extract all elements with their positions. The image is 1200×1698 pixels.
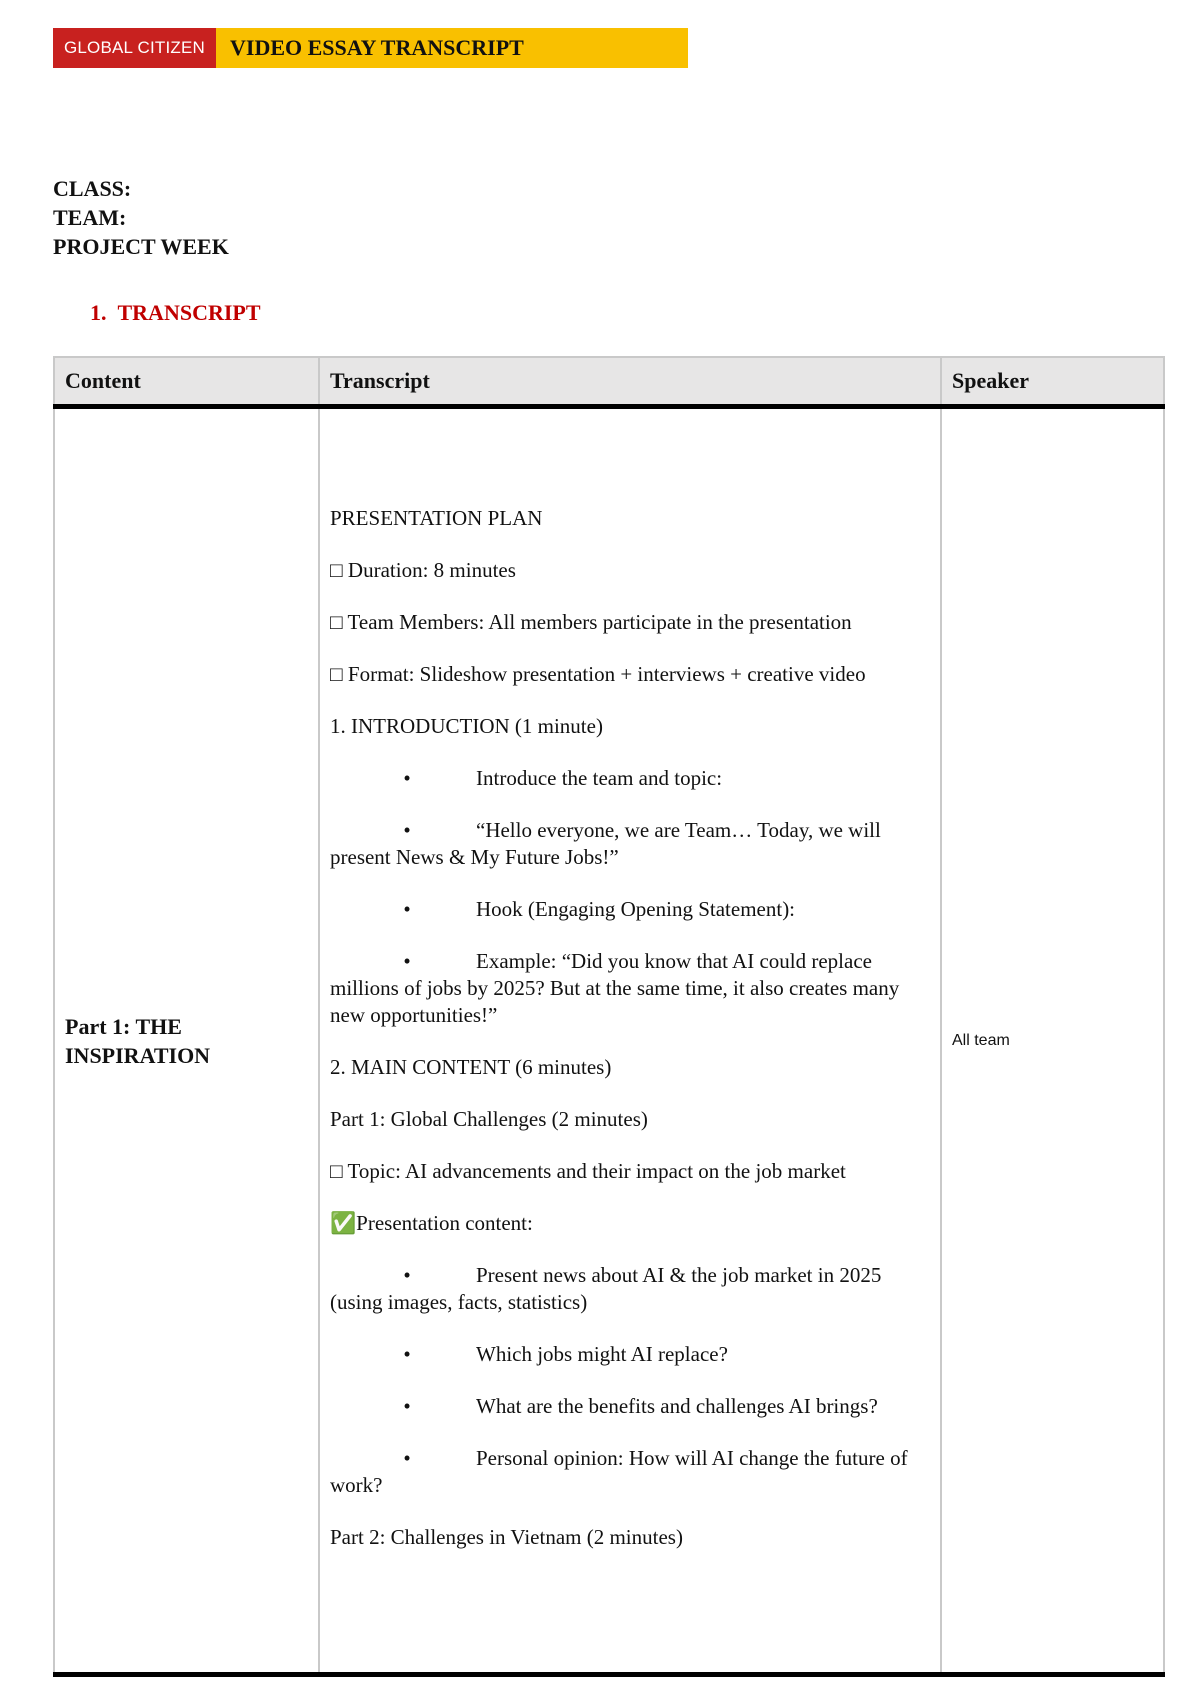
transcript-line-text: 2. MAIN CONTENT (6 minutes): [330, 1055, 612, 1079]
document-meta: [53, 174, 229, 261]
transcript-line: [330, 896, 930, 923]
transcript-line-text: What are the benefits and challenges AI brings?: [476, 1394, 878, 1418]
bullet-icon: •: [403, 1263, 411, 1287]
transcript-line-text: Part 2: Challenges in Vietnam (2 minutes): [330, 1525, 683, 1549]
speaker-cell: [941, 407, 1164, 1675]
part-label: Part 1: THE INSPIRATION: [65, 1013, 211, 1068]
transcript-line: [330, 948, 930, 1029]
transcript-line: [330, 1106, 930, 1133]
transcript-line-text: □ Format: Slideshow presentation + interviews + creative video: [330, 662, 866, 686]
transcript-line: [330, 713, 930, 740]
transcript-line-text: Which jobs might AI replace?: [476, 1342, 728, 1366]
team-label: TEAM:: [53, 205, 127, 230]
class-label: CLASS:: [53, 176, 132, 201]
transcript-line: [330, 1445, 930, 1499]
section-title: TRANSCRIPT: [117, 300, 261, 325]
transcript-line-text: Hook (Engaging Opening Statement):: [476, 897, 796, 921]
section-heading: [90, 300, 261, 326]
transcript-line-text: Personal opinion: How will AI change the future of work?: [330, 1446, 908, 1497]
table-header-row: [54, 357, 1164, 407]
content-cell: [54, 407, 319, 1675]
document-title: VIDEO ESSAY TRANSCRIPT: [216, 28, 688, 68]
transcript-lines: [330, 505, 930, 1551]
transcript-line: [330, 505, 930, 532]
transcript-line: [330, 557, 930, 584]
transcript-line: [330, 1393, 930, 1420]
header-speaker: Speaker: [941, 357, 1164, 407]
bullet-icon: •: [403, 1446, 411, 1470]
transcript-line-text: “Hello everyone, we are Team… Today, we will present News & My Future Jobs!”: [330, 818, 881, 869]
transcript-line-text: □ Duration: 8 minutes: [330, 558, 516, 582]
transcript-cell: [319, 407, 941, 1675]
header-content: Content: [54, 357, 319, 407]
transcript-table: [53, 356, 1165, 1677]
transcript-line: [330, 1210, 930, 1237]
transcript-line: [330, 1524, 930, 1551]
bullet-icon: •: [403, 1394, 411, 1418]
transcript-line-text: ✅Presentation content:: [330, 1211, 533, 1235]
transcript-line: [330, 1341, 930, 1368]
transcript-line: [330, 1158, 930, 1185]
bullet-icon: •: [403, 818, 411, 842]
bullet-icon: •: [403, 897, 411, 921]
project-week-label: PROJECT WEEK: [53, 234, 229, 259]
brand-logo: GLOBAL CITIZEN: [53, 28, 216, 68]
bullet-icon: •: [403, 949, 411, 973]
bullet-icon: •: [403, 766, 411, 790]
transcript-line: [330, 609, 930, 636]
transcript-line: [330, 1054, 930, 1081]
transcript-line-text: 1. INTRODUCTION (1 minute): [330, 714, 603, 738]
transcript-line-text: □ Topic: AI advancements and their impact on the job market: [330, 1159, 846, 1183]
bullet-icon: •: [403, 1342, 411, 1366]
table-row: [54, 407, 1164, 1675]
transcript-line: [330, 661, 930, 688]
transcript-line-text: □ Team Members: All members participate in the presentation: [330, 610, 852, 634]
transcript-line-text: Present news about AI & the job market in 2025 (using images, facts, statistics): [330, 1263, 882, 1314]
transcript-line-text: PRESENTATION PLAN: [330, 506, 543, 530]
header-transcript: Transcript: [319, 357, 941, 407]
transcript-line: [330, 1262, 930, 1316]
header-banner: [53, 28, 688, 68]
transcript-line: [330, 817, 930, 871]
transcript-line-text: Example: “Did you know that AI could replace millions of jobs by 2025? But at the same time, it also creates many new opportunities!”: [330, 949, 900, 1027]
transcript-line: [330, 765, 930, 792]
transcript-line-text: Introduce the team and topic:: [476, 766, 723, 790]
speaker-name: All team: [952, 1031, 1010, 1049]
section-number: 1.: [90, 300, 107, 325]
transcript-line-text: Part 1: Global Challenges (2 minutes): [330, 1107, 648, 1131]
